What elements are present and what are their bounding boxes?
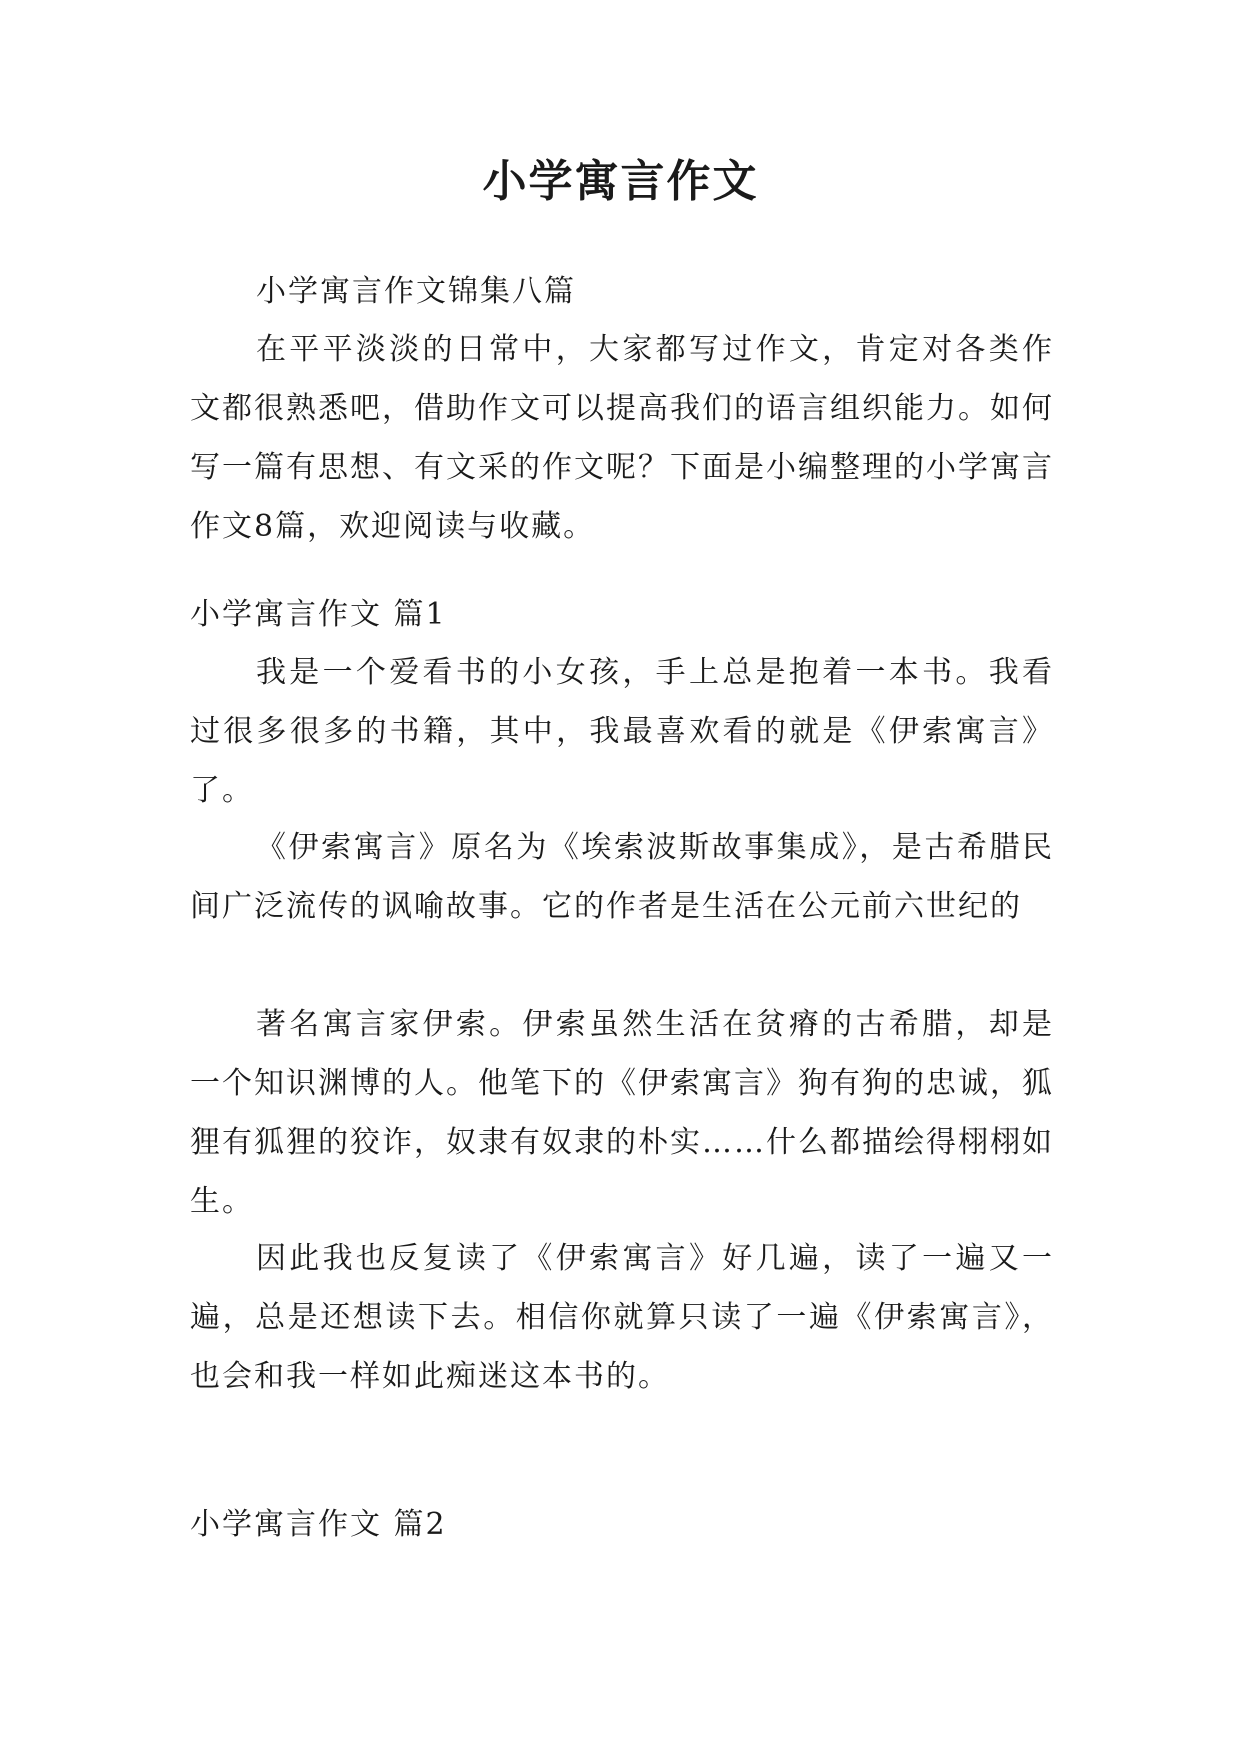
section-1-paragraph-4: 因此我也反复读了《伊索寓言》好几遍，读了一遍又一遍，总是还想读下去。相信你就算只读了一遍《伊索寓言》，也会和我一样如此痴迷这本书的。 xyxy=(190,1241,1054,1394)
document-title: 小学寓言作文 xyxy=(482,156,759,207)
section-1-paragraph-3: 著名寓言家伊索。伊索虽然生活在贫瘠的古希腊，却是一个知识渊博的人。他笔下的《伊索寓言》狗有狗的忠诚，狐狸有狐狸的狡诈，奴隶有奴隶的朴实……什么都描绘得栩栩如生。 xyxy=(190,1007,1054,1219)
section-1-paragraph-1: 我是一个爱看书的小女孩，手上总是抱着一本书。我看过很多很多的书籍，其中，我最喜欢看的就是《伊索寓言》了。 xyxy=(190,655,1054,808)
section-1-paragraph-2: 《伊索寓言》原名为《埃索波斯故事集成》，是古希腊民间广泛流传的讽喻故事。它的作者是生活在公元前六世纪的 xyxy=(190,830,1054,924)
intro-paragraph: 在平平淡淡的日常中，大家都写过作文，肯定对各类作文都很熟悉吧，借助作文可以提高我们的语言组织能力。如何写一篇有思想、有文采的作文呢？下面是小编整理的小学寓言作文8篇，欢迎阅读与收藏。 xyxy=(190,332,1054,544)
intro-subtitle: 小学寓言作文锦集八篇 xyxy=(256,274,576,309)
section-1-heading: 小学寓言作文 篇1 xyxy=(190,597,447,632)
section-2-heading: 小学寓言作文 篇2 xyxy=(190,1507,447,1542)
